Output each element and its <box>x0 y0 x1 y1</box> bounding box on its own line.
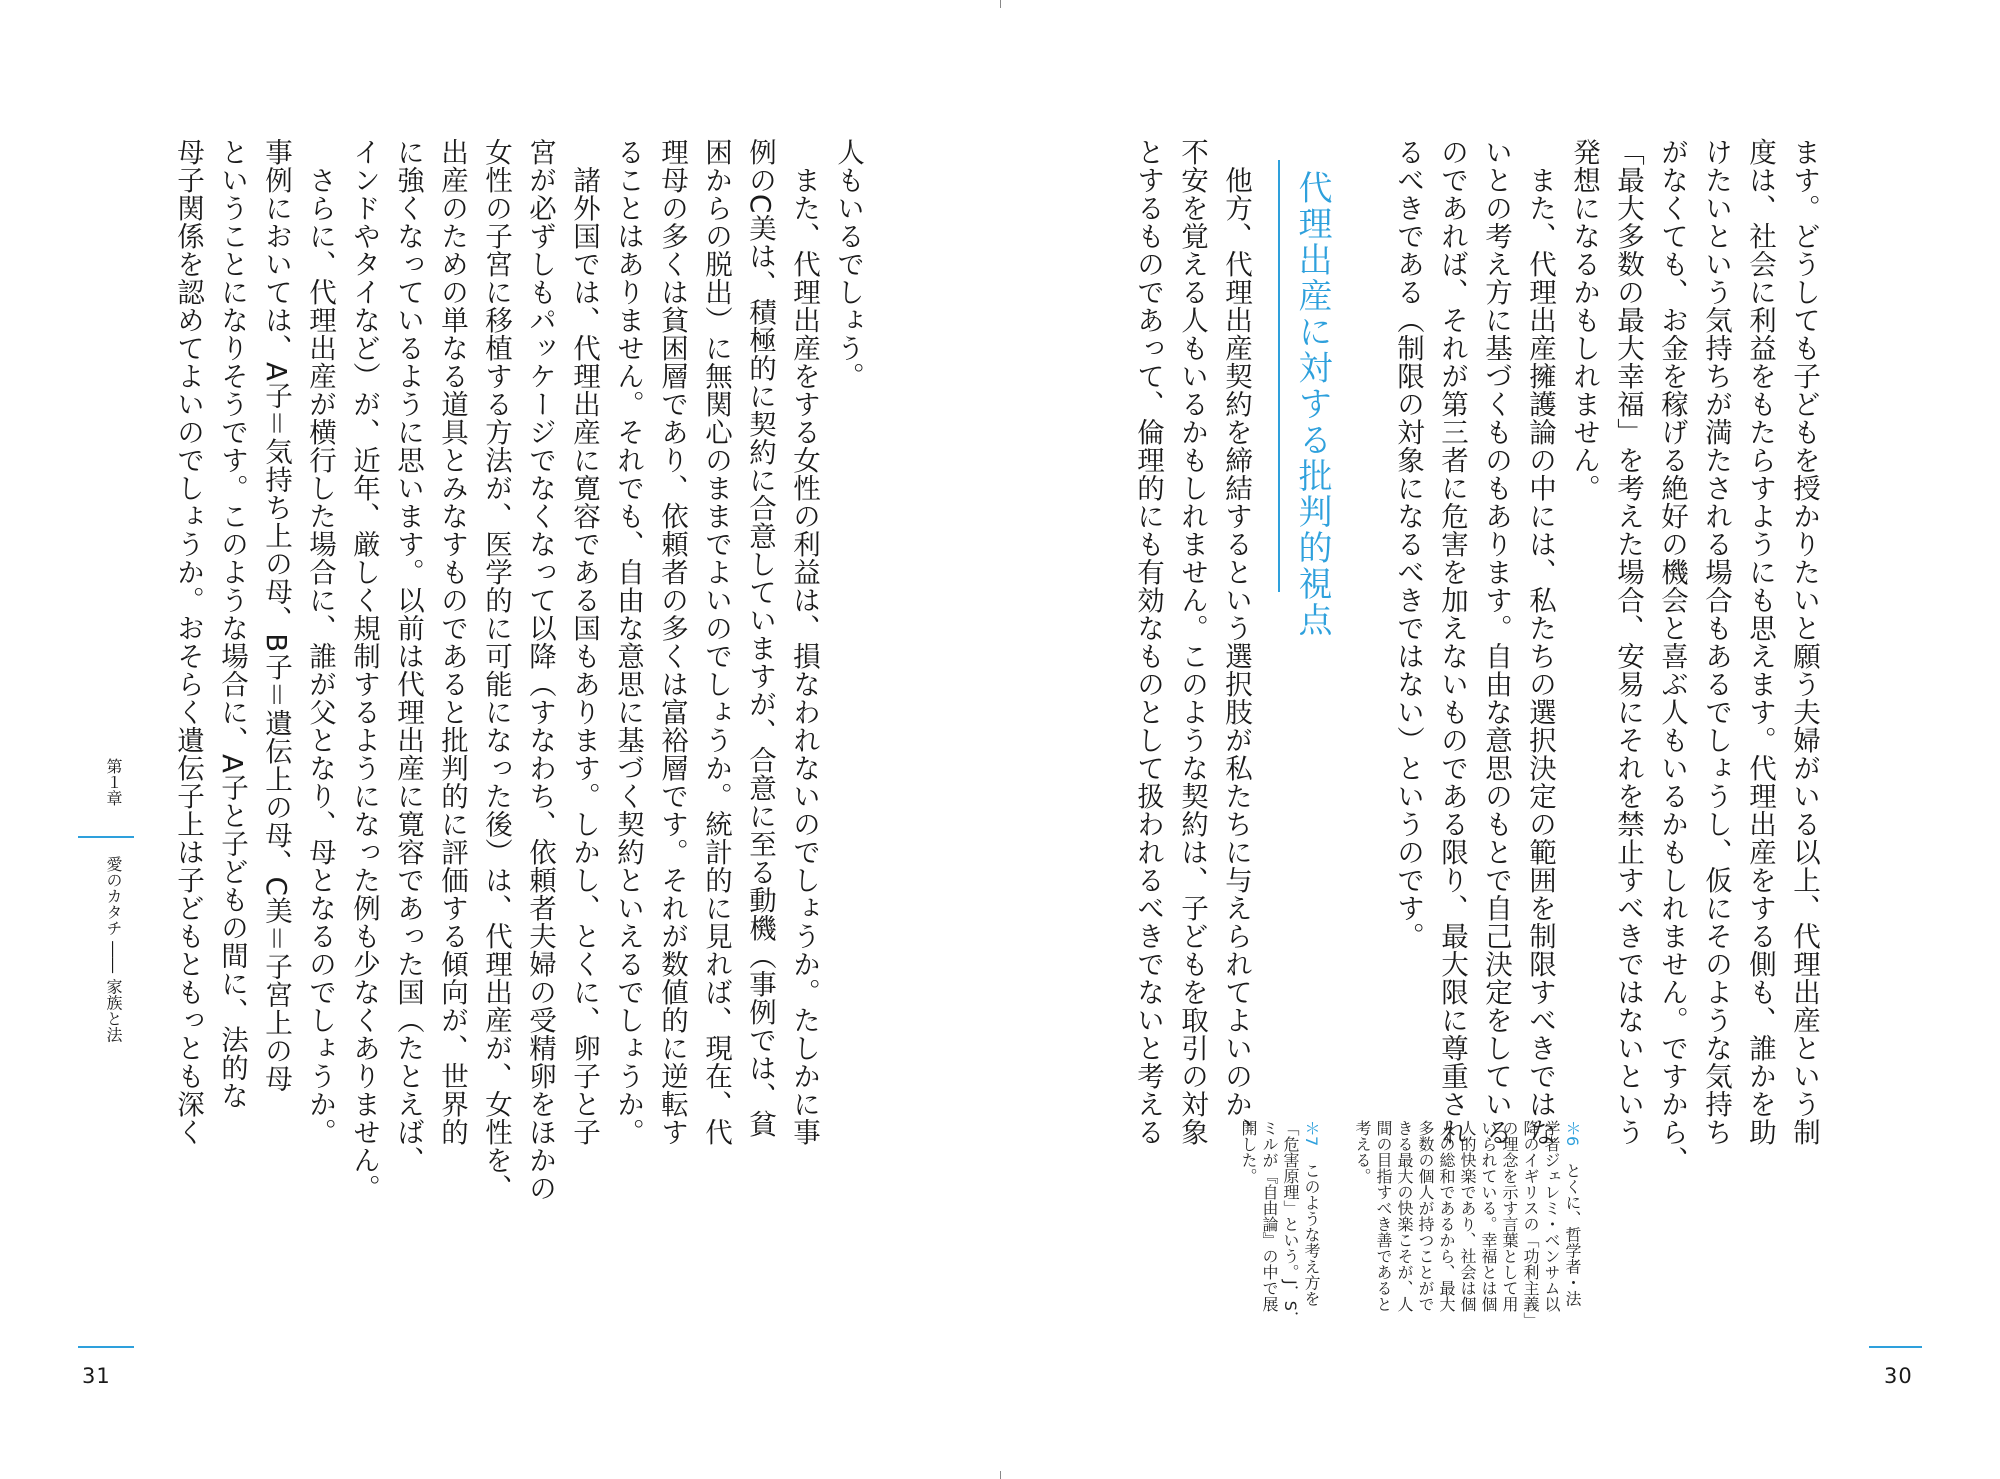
footnote-text: このような考え方を <box>1302 1146 1321 1307</box>
footnote-line <box>1499 1120 1520 1328</box>
footnote-text: 「危害原理」という。J．S． <box>1281 1120 1300 1327</box>
footnote-text: 開した。 <box>1239 1120 1258 1184</box>
right-body-1 <box>1386 138 1826 1174</box>
text-line: 諸外国では、代理出産に寛容である国もあります。しかし、とくに、卵子と子 <box>568 138 600 1146</box>
footnote-line <box>1478 1120 1499 1328</box>
text-line: 出産のための単なる道具とみなすものであると批判的に評価する傾向が、世界的 <box>436 138 468 1146</box>
text-line: 宮が必ずしもパッケージでなくなって以降（すなわち、依頼者夫婦の受精卵をほかの <box>524 138 556 1202</box>
footnote-line <box>1259 1120 1280 1327</box>
text-line: 発想になるかもしれません。 <box>1568 138 1600 502</box>
footnote-text: 人の総和であるから、最大 <box>1437 1120 1456 1312</box>
right-body-2 <box>1126 138 1258 1146</box>
right-page-rule <box>1869 1346 1922 1348</box>
text-line: 女性の子宮に移植する方法が、医学的に可能になった後）は、代理出産が、女性を、 <box>480 138 512 1202</box>
crop-mark-top <box>1000 0 1001 8</box>
text-line: 事例においては、A子＝気持ち上の母、B子＝遺伝上の母、C美＝子宮上の母 <box>260 138 292 1093</box>
footnote-line <box>1520 1120 1541 1328</box>
text-line: ということになりそうです。このような場合に、A子と子どもの間に、法的な <box>216 138 248 1110</box>
footnote-line <box>1541 1120 1562 1328</box>
text-line: 度は、社会に利益をもたらすようにも思えます。代理出産をする側も、誰かを助 <box>1744 138 1776 1146</box>
footnote-line <box>1238 1120 1259 1327</box>
footnote-line <box>1352 1120 1373 1328</box>
running-title: 愛のカタチ ―― 家族と法 <box>104 856 123 1043</box>
chapter-rule <box>78 836 134 838</box>
footnote-7 <box>1238 1120 1322 1327</box>
text-line: 困からの脱出）に無関心のままでよいのでしょうか。統計的に見れば、現在、代 <box>700 138 732 1146</box>
text-line: 例のC美は、積極的に契約に合意していますが、合意に至る動機（事例では、貧 <box>744 138 776 1138</box>
page-number-right: 30 <box>1884 1364 1913 1388</box>
footnote-text: 人的快楽であり、社会は個 <box>1458 1120 1477 1312</box>
text-line: 人もいるでしょう。 <box>832 138 864 390</box>
footnote-text: 降のイギリスの「功利主義」 <box>1521 1120 1540 1328</box>
text-line: また、代理出産擁護論の中には、私たちの選択決定の範囲を制限すべきではな <box>1524 138 1556 1146</box>
footnote-line <box>1280 1120 1301 1327</box>
footnote-line <box>1457 1120 1478 1328</box>
section-heading <box>1278 160 1338 638</box>
left-body <box>166 138 870 1202</box>
section-heading-text: 代理出産に対する批判的視点 <box>1292 170 1332 638</box>
footnote-text: とくに、哲学者・法 <box>1563 1146 1582 1307</box>
text-line: 理母の多くは貧困層であり、依頼者の多くは富裕層です。それが数値的に逆転す <box>656 138 688 1146</box>
footnote-text: 間の目指すべき善であると <box>1374 1120 1393 1312</box>
footnote-6 <box>1352 1120 1583 1328</box>
text-line: とするものであって、倫理的にも有効なものとして扱われるべきでないと考える <box>1132 138 1164 1146</box>
footnote-marker: ＊7 <box>1302 1120 1321 1147</box>
footnote-marker: ＊6 <box>1563 1120 1582 1147</box>
footnote-text: ミルが『自由論』の中で展 <box>1260 1120 1279 1312</box>
footnote-text: 多数の個人が持つことがで <box>1416 1120 1435 1312</box>
text-line: また、代理出産をする女性の利益は、損なわれないのでしょうか。たしかに事 <box>788 138 820 1146</box>
text-line: 母子関係を認めてよいのでしょうか。おそらく遺伝子上は子どもともっとも深く <box>172 138 204 1146</box>
text-line: インドやタイなど）が、近年、厳しく規制するようになった例も少なくありません。 <box>348 138 380 1202</box>
text-line: 他方、代理出産契約を締結するという選択肢が私たちに与えられてよいのか、 <box>1220 138 1252 1146</box>
text-line: に強くなっているように思います。以前は代理出産に寛容であった国（たとえば、 <box>392 138 424 1174</box>
text-line: ます。どうしても子どもを授かりたいと願う夫婦がいる以上、代理出産という制 <box>1788 138 1820 1146</box>
page-number-left: 31 <box>82 1364 111 1388</box>
footnote-text: 学者ジェレミ・ベンサム以 <box>1542 1120 1561 1312</box>
text-line: がなくても、お金を稼げる絶好の機会と喜ぶ人もいるかもしれません。ですから、 <box>1656 138 1688 1174</box>
footnote-line <box>1415 1120 1436 1328</box>
footnote-text: 考える。 <box>1353 1120 1372 1184</box>
footnote-line <box>1301 1120 1322 1327</box>
text-line: ることはありません。それでも、自由な意思に基づく契約といえるでしょうか。 <box>612 138 644 1146</box>
crop-mark-bottom <box>1000 1471 1001 1479</box>
text-line: 不安を覚える人もいるかもしれません。このような契約は、子どもを取引の対象 <box>1176 138 1208 1146</box>
text-line: さらに、代理出産が横行した場合に、誰が父となり、母となるのでしょうか。 <box>304 138 336 1146</box>
text-line: 「最大多数の最大幸福」を考えた場合、安易にそれを禁止すべきではないという <box>1612 138 1644 1146</box>
left-page-rule <box>78 1346 134 1348</box>
footnote-line <box>1394 1120 1415 1328</box>
footnote-text: きる最大の快楽こそが、人 <box>1395 1120 1414 1312</box>
footnote-line <box>1562 1120 1583 1328</box>
footnote-text: の理念を示す言葉として用 <box>1500 1120 1519 1312</box>
text-line: けたいという気持ちが満たされる場合もあるでしょうし、仮にそのような気持ち <box>1700 138 1732 1146</box>
footnote-text: いられている。幸福とは個 <box>1479 1120 1498 1312</box>
text-line: のであれば、それが第三者に危害を加えないものである限り、最大限に尊重され <box>1436 138 1468 1146</box>
footnote-line <box>1373 1120 1394 1328</box>
text-line: いとの考え方に基づくものもあります。自由な意思のもとで自己決定をしている <box>1480 138 1512 1146</box>
text-line: るべきである（制限の対象になるべきではない）というのです。 <box>1392 138 1424 950</box>
footnote-line <box>1436 1120 1457 1328</box>
chapter-label: 第１章 <box>104 758 123 806</box>
